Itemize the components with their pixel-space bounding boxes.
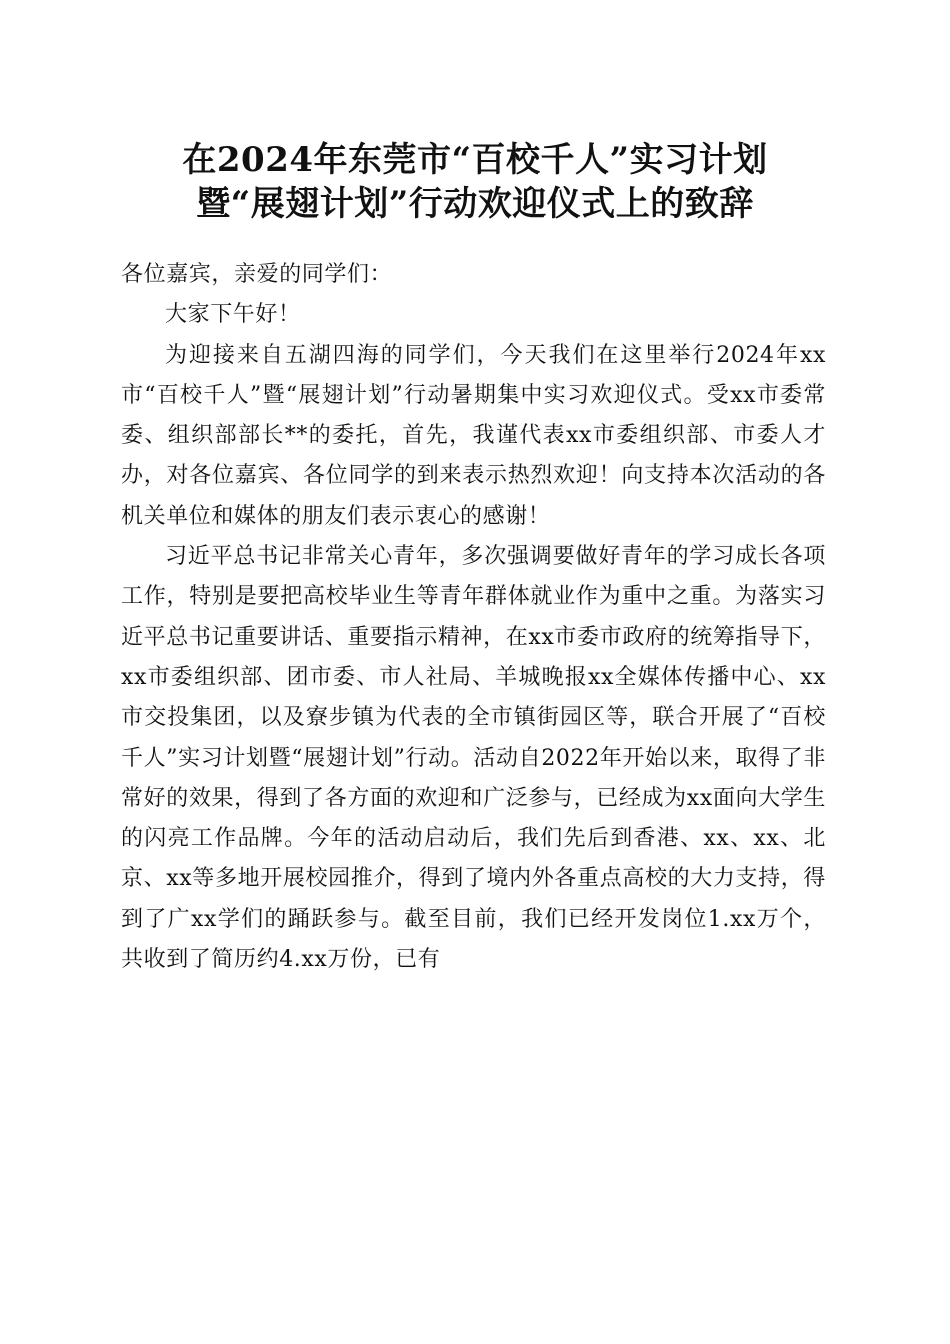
document-body [121, 255, 826, 980]
document-title-line-2: 暨“展翅计划”行动欢迎仪式上的致辞 [196, 184, 754, 224]
paragraph-welcome: 为迎接来自五湖四海的同学们，今天我们在这里举行2024年xx市“百校千人”暨“展翅计划”行动暑期集中实习欢迎仪式。受xx市委常委、组织部部长**的委托，首先，我谨代表xx市委组织部、市委人才办，对各位嘉宾、各位同学的到来表示热烈欢迎！向支持本次活动的各机关单位和媒体的朋友们表示衷心的感谢！ [121, 342, 826, 529]
paragraph-background: 习近平总书记非常关心青年，多次强调要做好青年的学习成长各项工作，特别是要把高校毕业生等青年群体就业作为重中之重。为落实习近平总书记重要讲话、重要指示精神，在xx市委市政府的统筹指导下，xx市委组织部、团市委、市人社局、羊城晚报xx全媒体传播中心、xx市交投集团，以及寮步镇为代表的全市镇街园区等，联合开展了“百校千人”实习计划暨“展翅计划”行动。活动自2022年开始以来，取得了非常好的效果，得到了各方面的欢迎和广泛参与，已经成为xx面向大学生的闪亮工作品牌。今年的活动启动后，我们先后到香港、xx、xx、北京、xx等多地开展校园推介，得到了境内外各重点高校的大力支持，得到了广xx学们的踊跃参与。截至目前，我们已经开发岗位1.xx万个，共收到了简历约4.xx万份，已有 [121, 544, 826, 973]
document-title-line-1: 在2024年东莞市“百校千人”实习计划 [182, 140, 768, 180]
greeting: 大家下午好！ [165, 302, 301, 328]
salutation: 各位嘉宾，亲爱的同学们： [121, 262, 393, 287]
